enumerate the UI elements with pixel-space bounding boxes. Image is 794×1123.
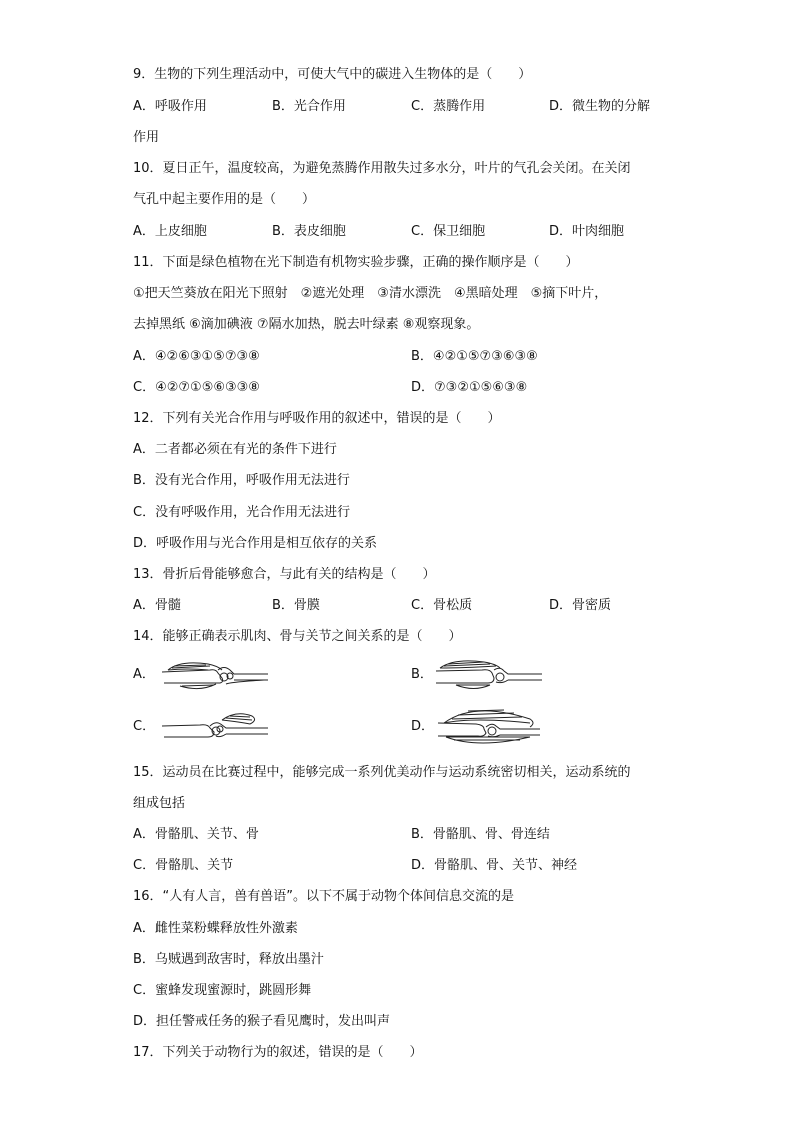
q11-steps-line1: ①把天竺葵放在阳光下照射 ②遮光处理 ③清水漂洗 ④黑暗处理 ⑤摘下叶片， [133, 286, 608, 301]
q12-option-c: C．没有呼吸作用，光合作用无法进行 [133, 505, 351, 520]
q9-option-d-continued: 作用 [133, 130, 160, 145]
q9-option-b: B．光合作用 [272, 99, 346, 114]
q13-option-b: B．骨膜 [272, 598, 320, 613]
q16-option-a: A．雌性菜粉蝶释放性外激素 [133, 921, 298, 936]
q10-option-b: B．表皮细胞 [272, 224, 346, 239]
q10-option-d: D．叶肉细胞 [549, 224, 625, 239]
q15-stem-line1: 15．运动员在比赛过程中，能够完成一系列优美动作与运动系统密切相关，运动系统的 [133, 765, 631, 780]
q13-option-a: A．骨髓 [133, 598, 181, 613]
q14-figure-d [434, 705, 544, 745]
q15-option-c: C．骨骼肌、关节 [133, 858, 234, 873]
q13-stem: 13．骨折后骨能够愈合，与此有关的结构是（ ） [133, 567, 436, 582]
q14-figure-c [160, 708, 270, 744]
q9-option-c: C．蒸腾作用 [411, 99, 486, 114]
q15-stem-line2: 组成包括 [133, 796, 186, 811]
q16-option-c: C．蜜蜂发现蜜源时，跳圆形舞 [133, 983, 312, 998]
q9-stem: 9．生物的下列生理活动中，可使大气中的碳进入生物体的是（ ） [133, 67, 532, 82]
q10-stem-line2: 气孔中起主要作用的是（ ） [133, 192, 316, 207]
q11-option-a: A．④②⑥③①⑤⑦③⑧ [133, 349, 260, 364]
q14-option-c-label: C． [133, 719, 156, 734]
q11-option-d: D．⑦③②①⑤⑥③⑧ [411, 380, 528, 395]
q10-stem-line1: 10．夏日正午，温度较高，为避免蒸腾作用散失过多水分，叶片的气孔会关闭。在关闭 [133, 161, 631, 176]
q11-option-b: B．④②①⑤⑦③⑥③⑧ [411, 349, 538, 364]
q16-stem: 16．“人有人言，兽有兽语”。以下不属于动物个体间信息交流的是 [133, 889, 515, 904]
q14-option-a-label: A． [133, 667, 155, 682]
q14-stem: 14．能够正确表示肌肉、骨与关节之间关系的是（ ） [133, 629, 462, 644]
q14-option-d-label: D． [411, 719, 435, 734]
q17-stem: 17．下列关于动物行为的叙述，错误的是（ ） [133, 1045, 423, 1060]
q11-steps-line2: 去掉黑纸 ⑥滴加碘液 ⑦隔水加热，脱去叶绿素 ⑧观察现象。 [133, 317, 480, 332]
q13-option-c: C．骨松质 [411, 598, 473, 613]
q13-option-d: D．骨密质 [549, 598, 612, 613]
q15-option-d: D．骨骼肌、骨、关节、神经 [411, 858, 578, 873]
q15-option-a: A．骨骼肌、关节、骨 [133, 827, 259, 842]
q9-option-a: A．呼吸作用 [133, 99, 207, 114]
q10-option-a: A．上皮细胞 [133, 224, 207, 239]
q12-option-b: B．没有光合作用，呼吸作用无法进行 [133, 473, 350, 488]
q14-figure-a [160, 656, 270, 692]
q15-option-b: B．骨骼肌、骨、骨连结 [411, 827, 550, 842]
q12-option-d: D．呼吸作用与光合作用是相互依存的关系 [133, 536, 378, 551]
q12-stem: 12．下列有关光合作用与呼吸作用的叙述中，错误的是（ ） [133, 411, 501, 426]
q11-stem: 11．下面是绿色植物在光下制造有机物实验步骤，正确的操作顺序是（ ） [133, 255, 579, 270]
q11-option-c: C．④②⑦①⑤⑥③③⑧ [133, 380, 260, 395]
q12-option-a: A．二者都必须在有光的条件下进行 [133, 442, 337, 457]
q14-option-b-label: B． [411, 667, 433, 682]
q9-option-d: D．微生物的分解 [549, 99, 651, 114]
q10-option-c: C．保卫细胞 [411, 224, 486, 239]
q14-figure-b [434, 656, 544, 692]
q16-option-d: D．担任警戒任务的猴子看见鹰时，发出叫声 [133, 1014, 391, 1029]
q16-option-b: B．乌贼遇到敌害时，释放出墨汁 [133, 952, 324, 967]
